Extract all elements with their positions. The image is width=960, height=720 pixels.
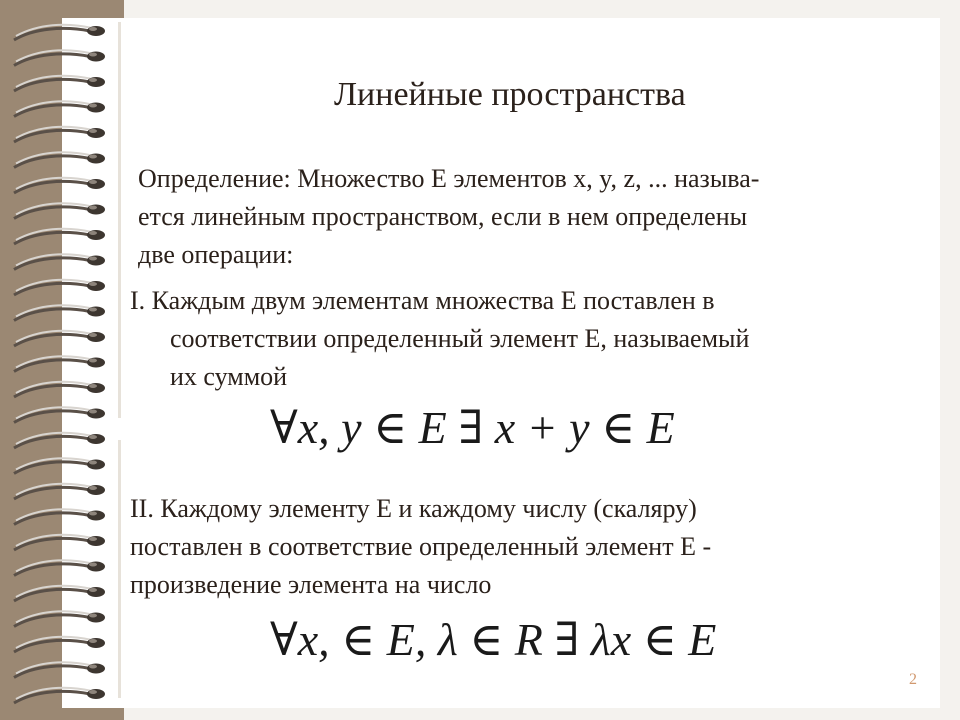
spiral-coil: [14, 433, 105, 448]
scalar-product-formula: ∀x, ∈ E, λ ∈ R ∃ λx ∈ E: [270, 614, 717, 665]
spiral-coil: [14, 509, 105, 524]
spiral-coil: [14, 458, 105, 473]
operation-one-line: I. Каждым двум элементам множества Е поставлен в: [130, 286, 715, 315]
spiral-coil: [14, 178, 105, 193]
operation-two-line: произведение элемента на число: [130, 570, 492, 599]
spiral-coil: [14, 280, 105, 295]
spiral-coil: [14, 662, 105, 677]
spiral-coil: [14, 637, 105, 652]
slide-title: Линейные пространства: [334, 76, 686, 113]
operation-two-line: поставлен в соответствие определенный элемент Е -: [130, 532, 712, 561]
sum-formula: ∀x, y ∈ E ∃ x + y ∈ E: [270, 402, 675, 453]
spiral-coil: [14, 25, 105, 40]
margin-rule: [118, 22, 121, 698]
spiral-coil: [14, 356, 105, 371]
spiral-coil: [14, 76, 105, 91]
spiral-coil: [14, 611, 105, 626]
operation-one-text: [130, 282, 749, 396]
spiral-coil: [14, 484, 105, 499]
spiral-coil: [14, 305, 105, 320]
definition-line: две операции:: [138, 240, 294, 269]
spiral-coil: [14, 407, 105, 422]
spiral-coil: [14, 152, 105, 167]
definition-line: Определение: Множество Е элементов x, y, z, ... называ-: [138, 164, 760, 193]
spiral-coil: [14, 535, 105, 550]
operation-one-line: их суммой: [170, 362, 288, 391]
spiral-coil: [14, 229, 105, 244]
spiral-coil: [14, 560, 105, 575]
operation-two-line: II. Каждому элементу Е и каждому числу (скаляру): [130, 494, 697, 523]
page-number: 2: [909, 671, 917, 688]
spiral-coil: [14, 586, 105, 601]
spiral-coil: [14, 331, 105, 346]
spiral-coil: [14, 203, 105, 218]
definition-text: [138, 160, 759, 274]
spiral-coil: [14, 688, 105, 703]
definition-line: ется линейным пространством, если в нем определены: [138, 202, 748, 231]
operation-two-text: [130, 490, 711, 604]
spiral-coil: [14, 254, 105, 269]
spiral-binding-icon: [4, 0, 116, 720]
operation-one-line: соответствии определенный элемент Е, называемый: [170, 324, 750, 353]
spiral-coil: [14, 101, 105, 116]
spiral-coil: [14, 50, 105, 65]
spiral-coil: [14, 127, 105, 142]
spiral-coil: [14, 382, 105, 397]
